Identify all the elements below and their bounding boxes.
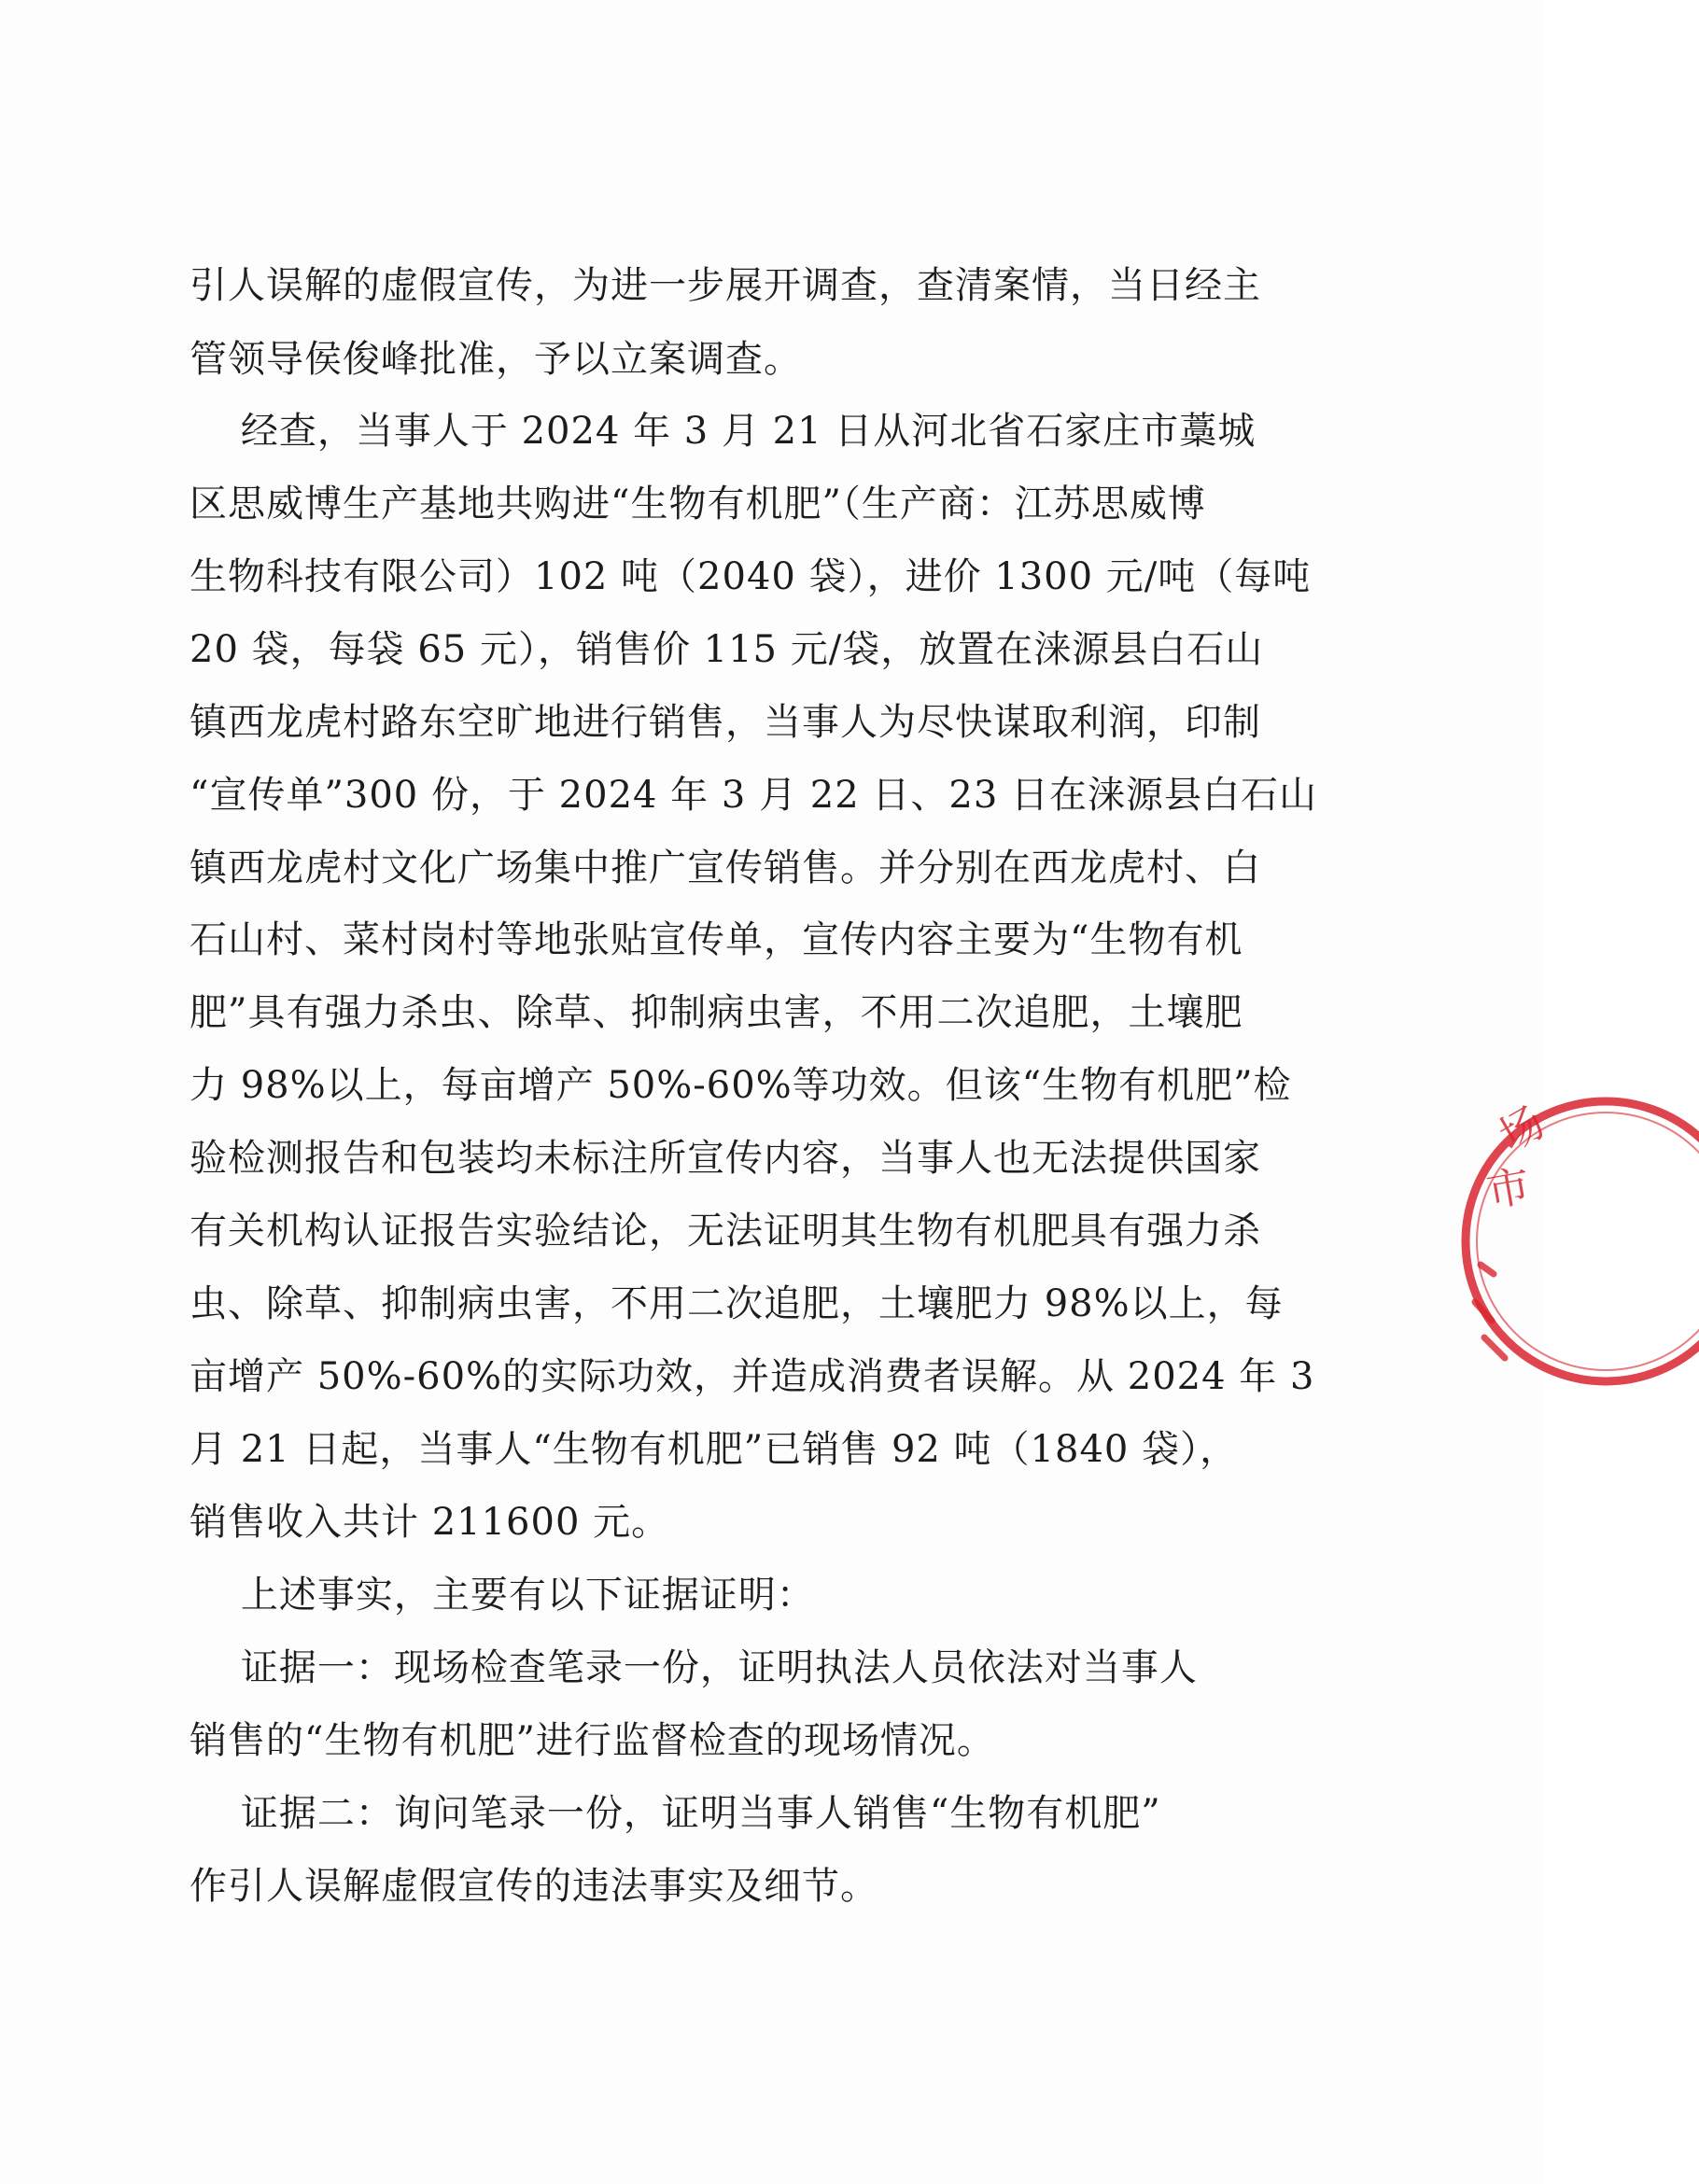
- text-line: 亩增产 50%-60%的实际功效，并造成消费者误解。从 2024 年 3: [190, 1355, 1315, 1398]
- text-line: 月 21 日起，当事人“生物有机肥”已销售 92 吨（1840 袋），: [190, 1428, 1239, 1471]
- text-line: 上述事实，主要有以下证据证明：: [190, 1574, 815, 1617]
- text-line: 有关机构认证报告实验结论，无法证明其生物有机肥具有强力杀: [190, 1210, 1261, 1253]
- official-seal: [1456, 1087, 1553, 1395]
- text-line: 镇西龙虎村文化广场集中推广宣传销售。并分别在西龙虎村、白: [190, 847, 1261, 889]
- text-line: 石山村、菜村岗村等地张贴宣传单，宣传内容主要为“生物有机: [190, 918, 1243, 961]
- text-line: 证据二：询问笔录一份，证明当事人销售“生物有机肥”: [190, 1792, 1161, 1835]
- text-line: 20 袋，每袋 65 元），销售价 115 元/袋，放置在涞源县白石山: [190, 628, 1264, 671]
- text-line: 引人误解的虚假宣传，为进一步展开调查，查清案情，当日经主: [190, 264, 1261, 307]
- svg-text:场: 场: [1490, 1096, 1553, 1162]
- text-line: 镇西龙虎村路东空旷地进行销售，当事人为尽快谋取利润，印制: [190, 701, 1261, 744]
- text-line: 验检测报告和包装均未标注所宣传内容，当事人也无法提供国家: [190, 1137, 1261, 1180]
- text-line: 经查，当事人于 2024 年 3 月 21 日从河北省石家庄市藁城: [190, 410, 1257, 453]
- text-line: 力 98%以上，每亩增产 50%-60%等功效。但该“生物有机肥”检: [190, 1064, 1292, 1107]
- text-line: 管领导侯俊峰批准，予以立案调查。: [190, 338, 802, 381]
- text-line: 区思威博生产基地共购进“生物有机肥”（生产商：江苏思威博: [190, 483, 1206, 525]
- text-line: 肥”具有强力杀虫、除草、抑制病虫害，不用二次追肥，土壤肥: [190, 991, 1243, 1034]
- text-line: 虫、除草、抑制病虫害，不用二次追肥，土壤肥力 98%以上，每: [190, 1282, 1284, 1325]
- text-line: 作引人误解虚假宣传的违法事实及细节。: [190, 1865, 878, 1908]
- text-line: “宣传单”300 份，于 2024 年 3 月 22 日、23 日在涞源县白石山: [190, 774, 1318, 817]
- seal-icon: [1456, 1087, 1699, 1395]
- text-line: 销售的“生物有机肥”进行监督检查的现场情况。: [190, 1719, 995, 1762]
- text-line: 生物科技有限公司）102 吨（2040 袋），进价 1300 元/吨（每吨: [190, 555, 1312, 598]
- text-line: 证据一：现场检查笔录一份，证明执法人员依法对当事人: [190, 1646, 1198, 1689]
- svg-text:市: 市: [1482, 1159, 1535, 1217]
- text-line: 销售收入共计 211600 元。: [190, 1501, 670, 1544]
